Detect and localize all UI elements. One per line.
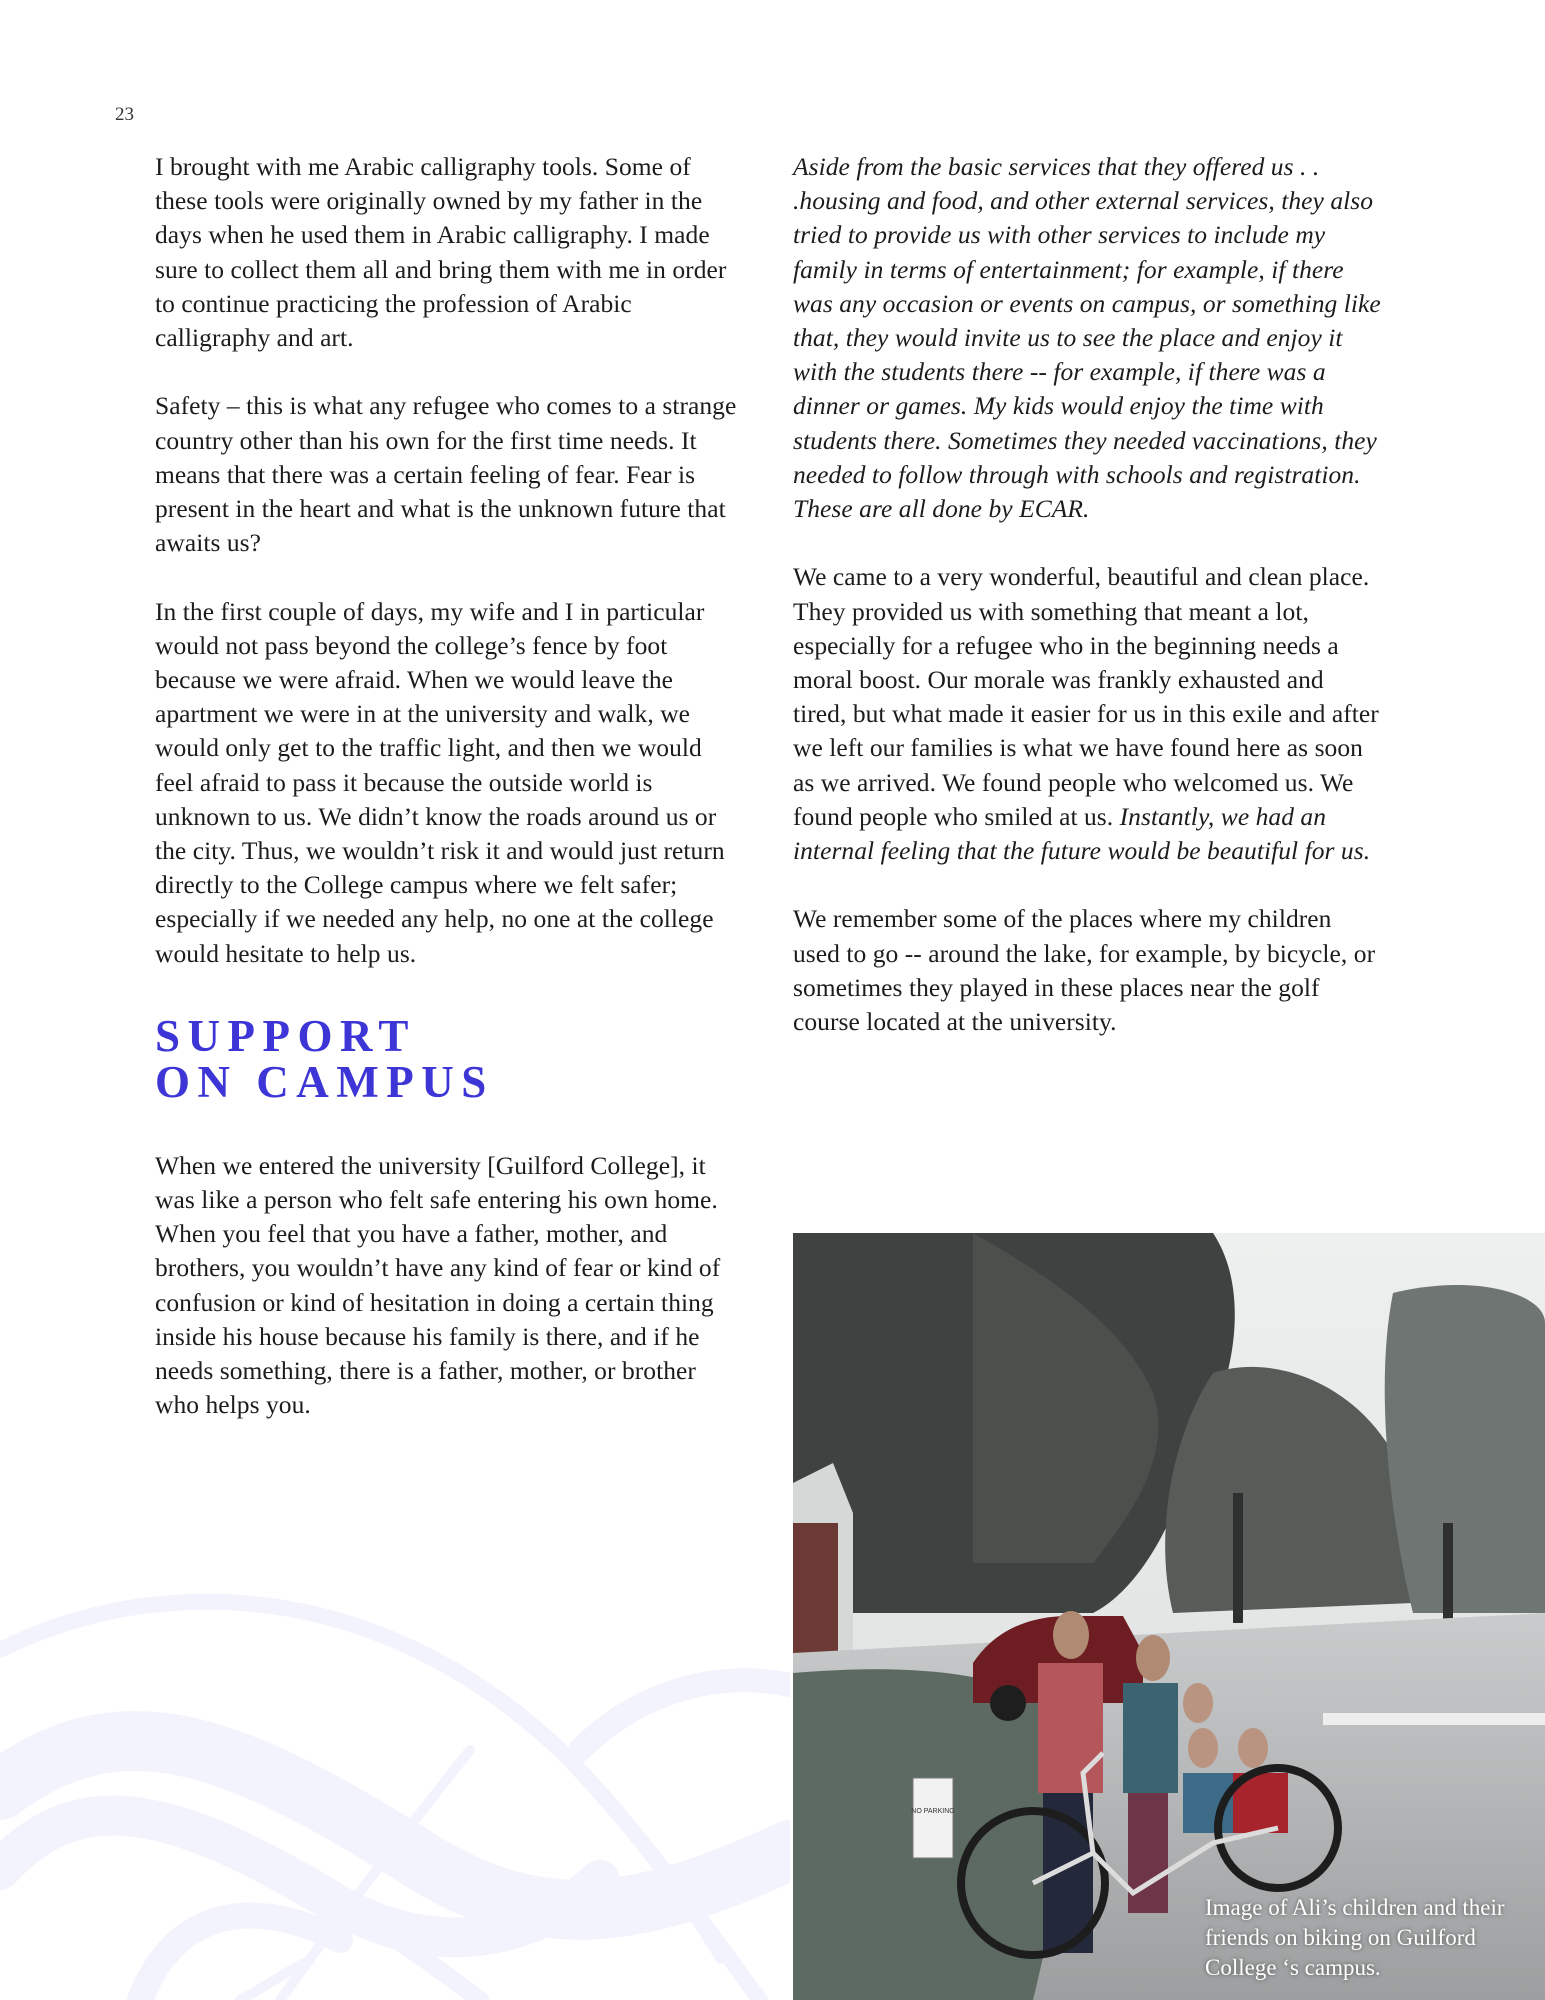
child-face bbox=[1188, 1728, 1218, 1768]
child-face bbox=[1136, 1635, 1170, 1681]
paragraph-calligraphy-tools: I brought with me Arabic calligraphy tools. Some of these tools were originally owned by my father in the days when he used them in Arabic calligraphy. I made sure to collect them all and bring them with me in order to continue practicing the profession of Arabic calligraphy and art. bbox=[155, 152, 727, 353]
tree-canopy-right bbox=[1385, 1285, 1545, 1613]
decorative-swirl-background bbox=[0, 1590, 790, 2000]
paragraph-services-quote: Aside from the basic services that they offered us . . .housing and food, and other external services, they also tried to provide us with other services to include my family in terms of entertainment; for example, if there was any occasion or events on campus, or something like that, they would invite us to see the place and enjoy it with the students there -- for example, if there was a dinner or games. My kids would enjoy the time with students there. Sometimes they needed vaccinations, they needed to follow through with schools and registration. These are all done by ECAR. bbox=[793, 152, 1381, 524]
photo-caption: Image of Ali’s children and their friends on biking on Guilford College ‘s campus. bbox=[1205, 1895, 1505, 1980]
child-face bbox=[1238, 1728, 1268, 1768]
child-face bbox=[1053, 1611, 1089, 1659]
heading-line-1: SUPPORT bbox=[155, 1010, 416, 1061]
tree-trunk bbox=[1443, 1523, 1453, 1623]
child-face bbox=[1183, 1683, 1213, 1723]
left-column bbox=[155, 150, 745, 1457]
no-parking-sign bbox=[913, 1778, 953, 1858]
page-number: 23 bbox=[115, 104, 134, 125]
paragraph-wonderful-place bbox=[793, 560, 1383, 868]
child-shirt bbox=[1123, 1683, 1178, 1793]
right-column bbox=[793, 150, 1383, 1073]
paragraph-safety: Safety – this is what any refugee who comes to a strange country other than his own for the first time needs. It means that there was a certain feeling of fear. Fear is present in the heart and what is the unknown future that awaits us? bbox=[155, 391, 737, 558]
paragraph-wonderful-place-regular: We came to a very wonderful, beautiful and clean place. They provided us with something that meant a lot, especially for a refugee who in the beginning needs a moral boost. Our morale was frankly exhausted and tired, but what made it easier for us in this exile and after we left our families is what we have found here as soon as we arrived. We found people who welcomed us. We found people who smiled at us. bbox=[793, 562, 1379, 831]
no-parking-sign-text: NO PARKING bbox=[911, 1808, 955, 1815]
paragraph-places-remembered: We remember some of the places where my children used to go -- around the lake, for example, by bicycle, or sometimes they played in these places near the golf course located at the university. bbox=[793, 904, 1376, 1037]
paragraph-first-days: In the first couple of days, my wife and I in particular would not pass beyond the college’s fence by foot because we were afraid. When we would leave the apartment we were in at the university and walk, we would only get to the traffic light, and then we would feel afraid to pass it because the outside world is unknown to us. We didn’t know the roads around us or the city. Thus, we wouldn’t risk it and would just return directly to the College campus where we felt safer; especially if we needed any help, no one at the college would hesitate to help us. bbox=[155, 596, 725, 968]
tree-trunk bbox=[1233, 1493, 1243, 1623]
road-marking bbox=[1323, 1713, 1545, 1725]
paragraph-entering-university: When we entered the university [Guilford College], it was like a person who felt safe entering his own home. When you feel that you have a father, mother, and brothers, you wouldn’t have any kind of fear or kind of confusion or kind of hesitation in doing a certain thing inside his house because his family is there, and if he needs something, there is a father, mother, or brother who helps you. bbox=[155, 1150, 721, 1420]
section-heading-support-on-campus bbox=[155, 1010, 745, 1107]
brick-house bbox=[793, 1523, 838, 1663]
paragraph-wonderful-place-italic: Instantly, we had an internal feeling that the future would be beautiful for us. bbox=[793, 801, 1371, 866]
photo-illustration bbox=[793, 1233, 1545, 2000]
heading-line-2: ON CAMPUS bbox=[155, 1056, 494, 1107]
campus-bike-photo bbox=[793, 1233, 1545, 2000]
car-wheel bbox=[990, 1685, 1026, 1721]
child-shirt bbox=[1038, 1663, 1103, 1793]
